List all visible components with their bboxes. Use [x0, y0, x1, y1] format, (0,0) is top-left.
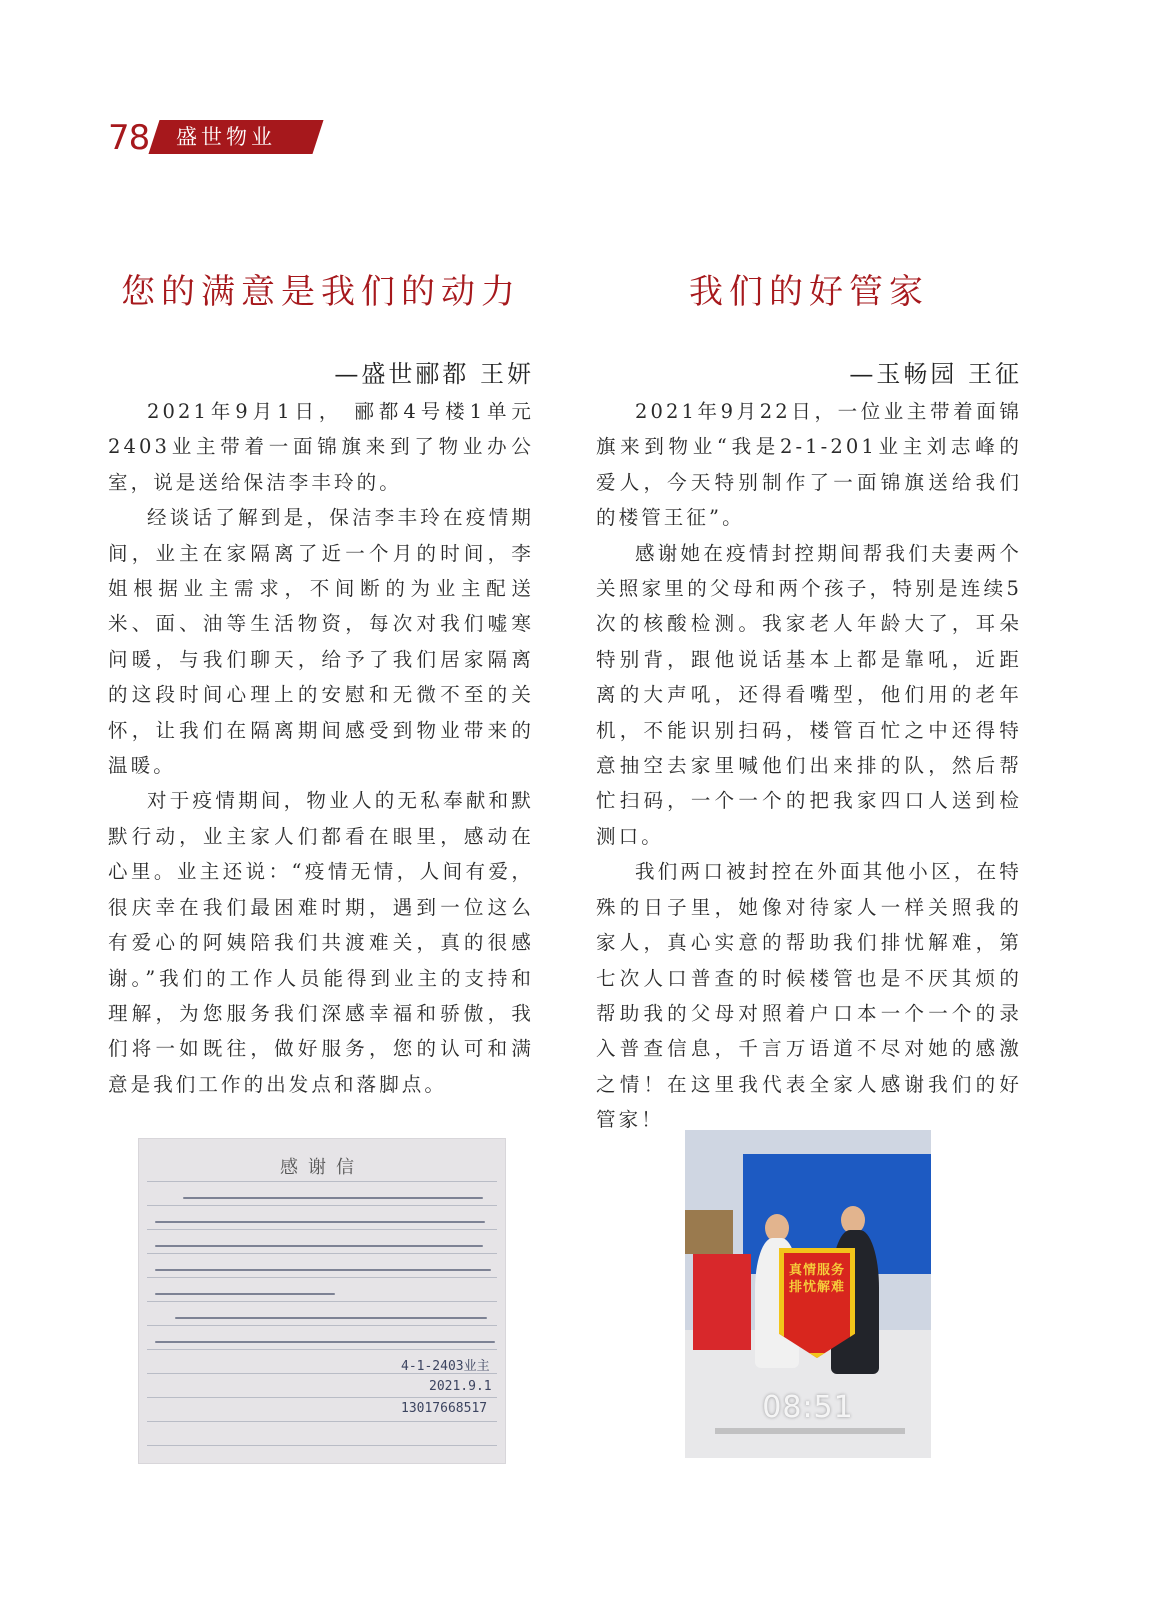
- right-article: [596, 250, 1022, 1138]
- paragraph: 对于疫情期间，物业人的无私奉献和默默行动，业主家人们都看在眼里，感动在心里。业主还说：“疫情无情，人间有爱，很庆幸在我们最困难时期，遇到一位这么有爱心的阿姨陪我们共渡难关，真的很感谢。”我们的工作人员能得到业主的支持和理解，为您服务我们深感幸福和骄傲，我们将一如既往，做好服务，您的认可和满意是我们工作的出发点和落脚点。: [108, 789, 534, 1096]
- letter-signature-unit: 4-1-2403业主: [401, 1359, 490, 1374]
- section-tag: [148, 120, 323, 154]
- thank-you-letter-photo: [138, 1138, 506, 1464]
- letter-signature-date: 2021.9.1: [429, 1379, 492, 1394]
- paragraph: 经谈话了解到是，保洁李丰玲在疫情期间，业主在家隔离了近一个月的时间，李姐根据业主需求，不间断的为业主配送米、面、油等生活物资，每次对我们嘘寒问暖，与我们聊天，给予了我们居家隔离的这段时间心理上的安慰和无微不至的关怀，让我们在隔离期间感受到物业带来的温暖。: [108, 506, 534, 778]
- paragraph: 感谢她在疫情封控期间帮我们夫妻两个关照家里的父母和两个孩子，特别是连续5次的核酸检测。我家老人年龄大了，耳朵特别背，跟他说话基本上都是靠吼，近距离的大声吼，还得看嘴型，他们用的老年机，不能识别扫码，楼管百忙之中还得特意抽空去家里喊他们出来排的队，然后帮忙扫码，一个一个的把我家四口人送到检测口。: [596, 541, 1022, 848]
- banner-presentation-photo: [685, 1130, 931, 1458]
- photo-timestamp: 08:51: [762, 1390, 854, 1425]
- left-article-body: [108, 394, 534, 1102]
- letter-heading: 感谢信: [280, 1157, 364, 1178]
- right-article-title: 我们的好管家: [689, 272, 929, 312]
- paragraph: 我们两口被封控在外面其他小区，在特殊的日子里，她像对待家人一样关照我的家人，真心实意的帮助我们排忧解难，第七次人口普查的时候楼管也是不厌其烦的帮助我的父母对照着户口本一个一个的录入普查信息，千言万语道不尽对她的感激之情！在这里我代表全家人感谢我们的好管家！: [596, 860, 1022, 1132]
- right-article-body: [596, 394, 1022, 1138]
- left-article-title: 您的满意是我们的动力: [121, 272, 521, 312]
- section-title: 盛世物业: [176, 125, 276, 149]
- paragraph: 2021年9月1日， 郦都4号楼1单元2403业主带着一面锦旗来到了物业办公室，说是送给保洁李丰玲的。: [108, 400, 534, 494]
- paragraph: 2021年9月22日，一位业主带着面锦旗来到物业“我是2-1-201业主刘志峰的爱人，今天特别制作了一面锦旗送给我们的楼管王征”。: [596, 400, 1022, 530]
- letter-signature-phone: 13017668517: [401, 1401, 488, 1416]
- left-article-author: —盛世郦都 王妍: [334, 360, 534, 388]
- right-article-author: —玉畅园 王征: [849, 360, 1022, 388]
- page-number: 78: [108, 118, 150, 158]
- left-article: [108, 250, 534, 1102]
- pennant-text: 真情服务排忧解难: [788, 1263, 845, 1295]
